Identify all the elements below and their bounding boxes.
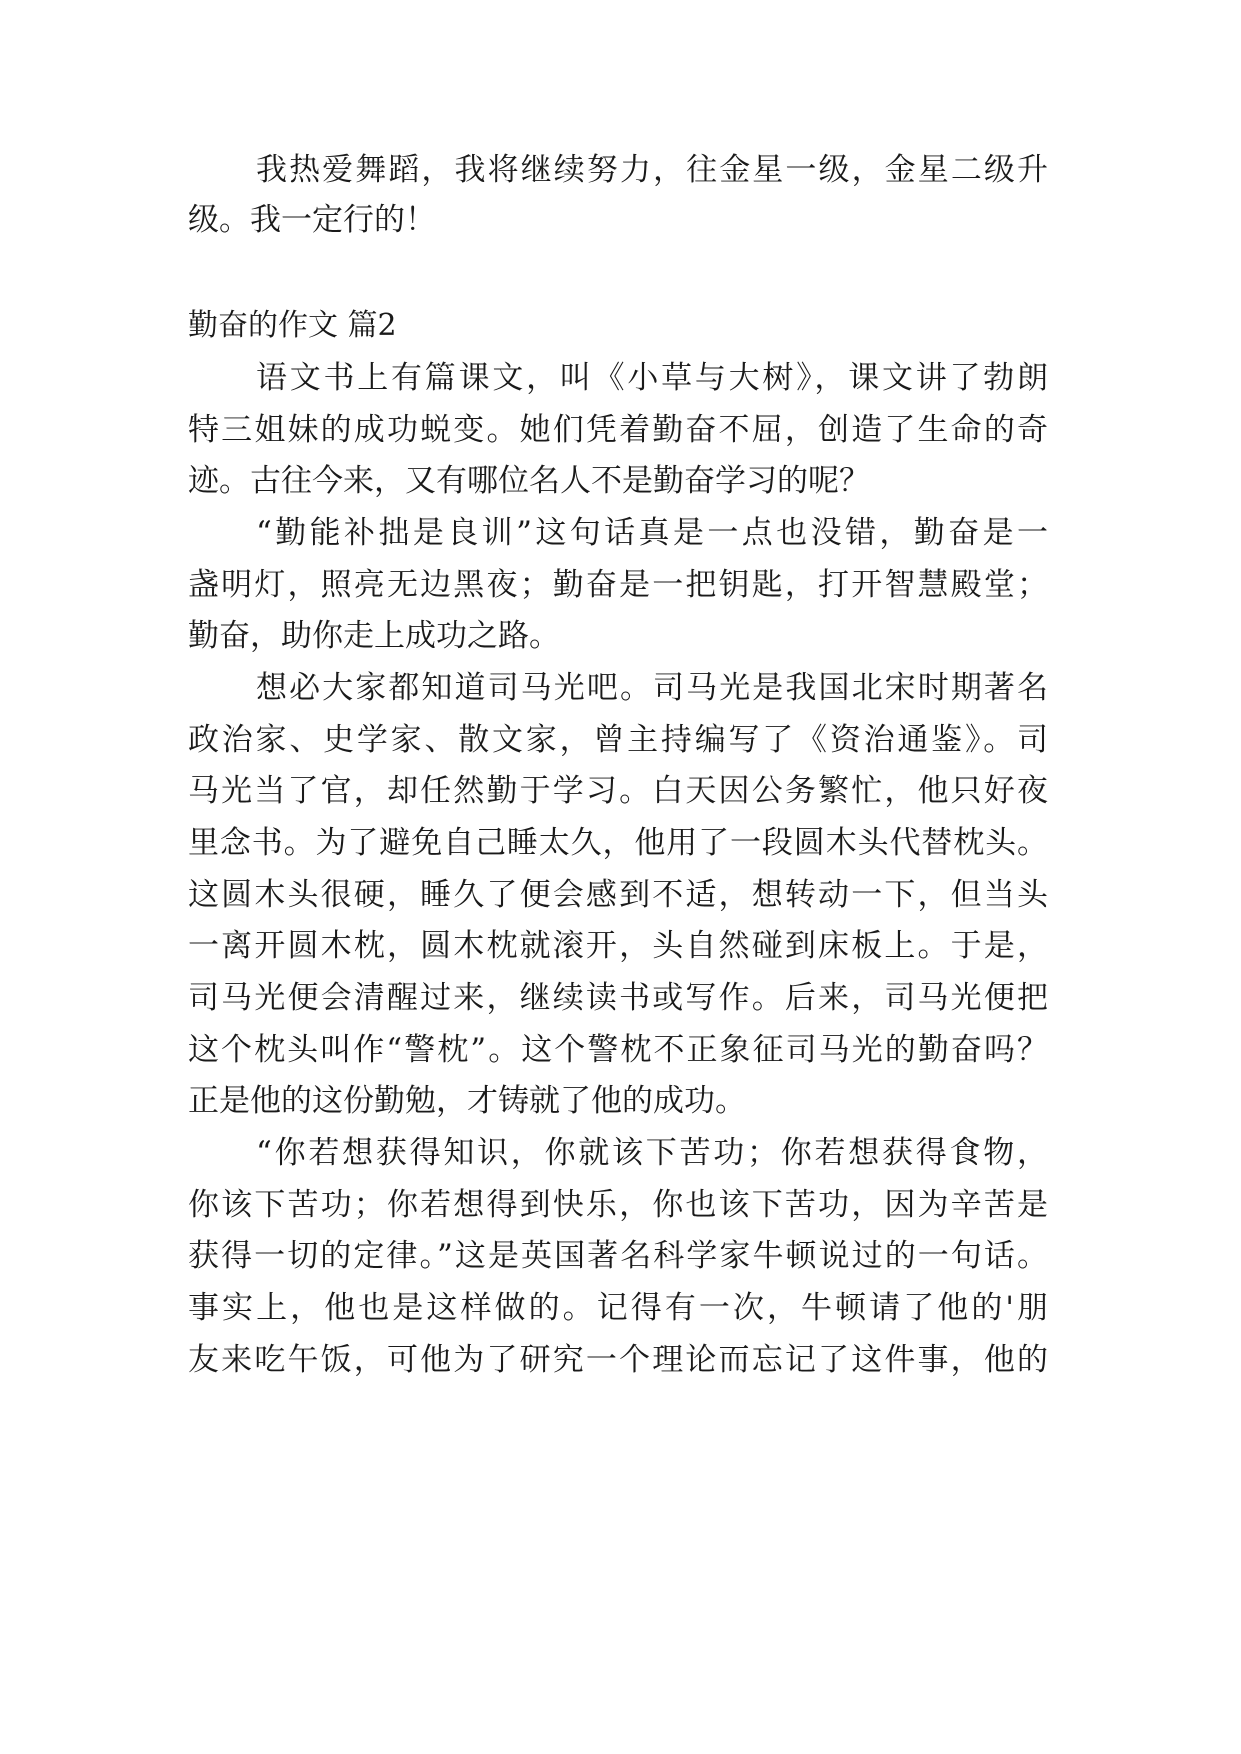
paragraph-line: 级。我一定行的！ — [188, 202, 436, 238]
paragraph-line: 马光当了官，却任然勤于学习。白天因公务繁忙，他只好夜 — [188, 773, 1048, 809]
paragraph-line: 特三姐妹的成功蜕变。她们凭着勤奋不屈，创造了生命的奇 — [188, 412, 1048, 448]
paragraph-line: 事实上，他也是这样做的。记得有一次，牛顿请了他的'朋 — [188, 1290, 1048, 1326]
paragraph-line: 获得一切的定律。”这是英国著名科学家牛顿说过的一句话。 — [188, 1238, 1048, 1274]
paragraph-line: 友来吃午饭，可他为了研究一个理论而忘记了这件事，他的 — [188, 1342, 1048, 1378]
paragraph-line: 迹。古往今来，又有哪位名人不是勤奋学习的呢？ — [188, 463, 870, 499]
paragraph-line: 你该下苦功；你若想得到快乐，你也该下苦功，因为辛苦是 — [188, 1187, 1048, 1223]
section-heading: 勤奋的作文 篇2 — [188, 308, 397, 343]
paragraph-line: “勤能补拙是良训”这句话真是一点也没错，勤奋是一 — [256, 515, 1048, 551]
paragraph-line: “你若想获得知识，你就该下苦功；你若想获得食物， — [256, 1135, 1048, 1171]
paragraph-line: 司马光便会清醒过来，继续读书或写作。后来，司马光便把 — [188, 980, 1048, 1016]
paragraph-line: 想必大家都知道司马光吧。司马光是我国北宋时期著名 — [256, 670, 1048, 706]
paragraph-line: 这圆木头很硬，睡久了便会感到不适，想转动一下，但当头 — [188, 877, 1048, 913]
paragraph-line: 我热爱舞蹈，我将继续努力，往金星一级，金星二级升 — [256, 152, 1048, 188]
paragraph-line: 政治家、史学家、散文家，曾主持编写了《资治通鉴》。司 — [188, 722, 1048, 758]
paragraph-line: 语文书上有篇课文，叫《小草与大树》，课文讲了勃朗 — [256, 360, 1048, 396]
paragraph-line: 这个枕头叫作“警枕”。这个警枕不正象征司马光的勤奋吗？ — [188, 1032, 1048, 1068]
paragraph-line: 一离开圆木枕，圆木枕就滚开，头自然碰到床板上。于是， — [188, 928, 1048, 964]
paragraph-line: 勤奋，助你走上成功之路。 — [188, 618, 560, 654]
paragraph-line: 正是他的这份勤勉，才铸就了他的成功。 — [188, 1083, 746, 1119]
paragraph-line: 里念书。为了避免自己睡太久，他用了一段圆木头代替枕头。 — [188, 825, 1048, 861]
paragraph-line: 盏明灯，照亮无边黑夜；勤奋是一把钥匙，打开智慧殿堂； — [188, 567, 1048, 603]
